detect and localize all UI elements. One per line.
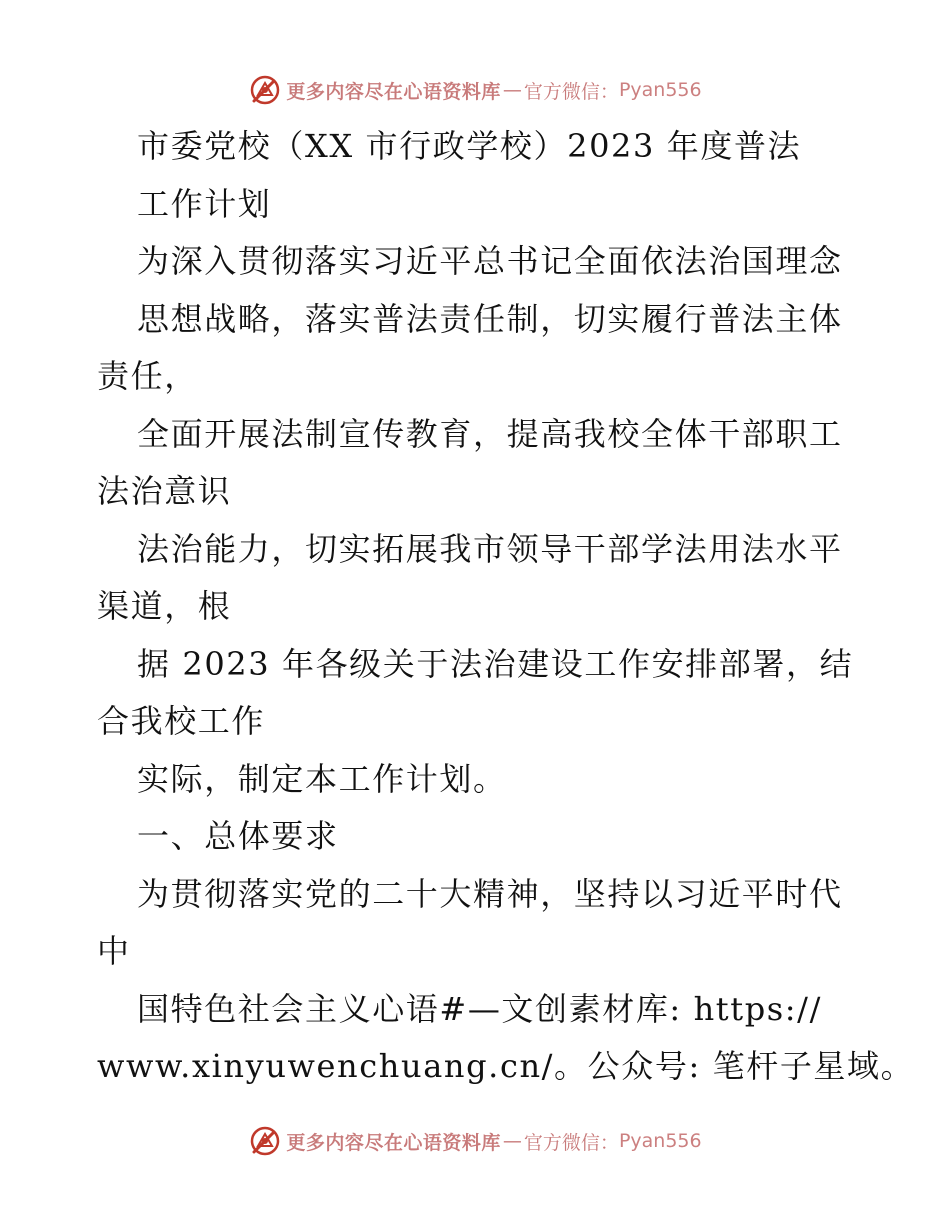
document-body <box>97 118 915 1096</box>
watermark-wechat-id: Pyan556 <box>618 1130 702 1152</box>
paragraph-line: 责任， <box>97 357 198 395</box>
watermark-main-text: 更多内容尽在心语资料库 <box>286 80 501 103</box>
paragraph-line: www.xinyuwenchuang.cn/。公众号: 笔杆子星域。 <box>97 1047 915 1085</box>
watermark-dash: — <box>502 79 522 101</box>
paragraph-line: 为深入贯彻落实习近平总书记全面依法治国理念 <box>137 242 843 280</box>
section-heading: 一、总体要求 <box>137 817 339 855</box>
watermark-dash: — <box>502 1130 522 1152</box>
paragraph-line: 全面开展法制宣传教育，提高我校全体干部职工 <box>137 414 843 453</box>
brand-logo-icon <box>248 73 282 107</box>
paragraph-line: 中 <box>97 932 131 970</box>
paragraph-line: 合我校工作 <box>97 702 266 740</box>
document-title-line-1: 市委党校（XX 市行政学校）2023 年度普法 <box>137 127 802 165</box>
watermark-header <box>0 70 950 110</box>
paragraph-line: 法治意识 <box>97 472 232 510</box>
paragraph-line: 渠道，根 <box>97 587 232 625</box>
paragraph-line: 思想战略，落实普法责任制，切实履行普法主体 <box>137 299 843 338</box>
watermark-footer <box>0 1121 950 1161</box>
brand-logo-icon <box>248 1124 282 1158</box>
paragraph-line: 为贯彻落实党的二十大精神，坚持以习近平时代 <box>137 874 843 913</box>
paragraph-line: 法治能力，切实拓展我市领导干部学法用法水平 <box>137 529 843 568</box>
paragraph-line: 据 2023 年各级关于法治建设工作安排部署，结 <box>137 644 854 683</box>
watermark-suffix: 官方微信： <box>523 1131 619 1154</box>
watermark-suffix: 官方微信： <box>523 80 619 103</box>
document-title-line-2: 工作计划 <box>137 184 272 223</box>
paragraph-line: 实际，制定本工作计划。 <box>137 759 507 798</box>
paragraph-line: 国特色社会主义心语#—文创素材库: https:// <box>137 989 822 1028</box>
watermark-main-text: 更多内容尽在心语资料库 <box>286 1131 501 1154</box>
watermark-wechat-id: Pyan556 <box>618 79 702 101</box>
